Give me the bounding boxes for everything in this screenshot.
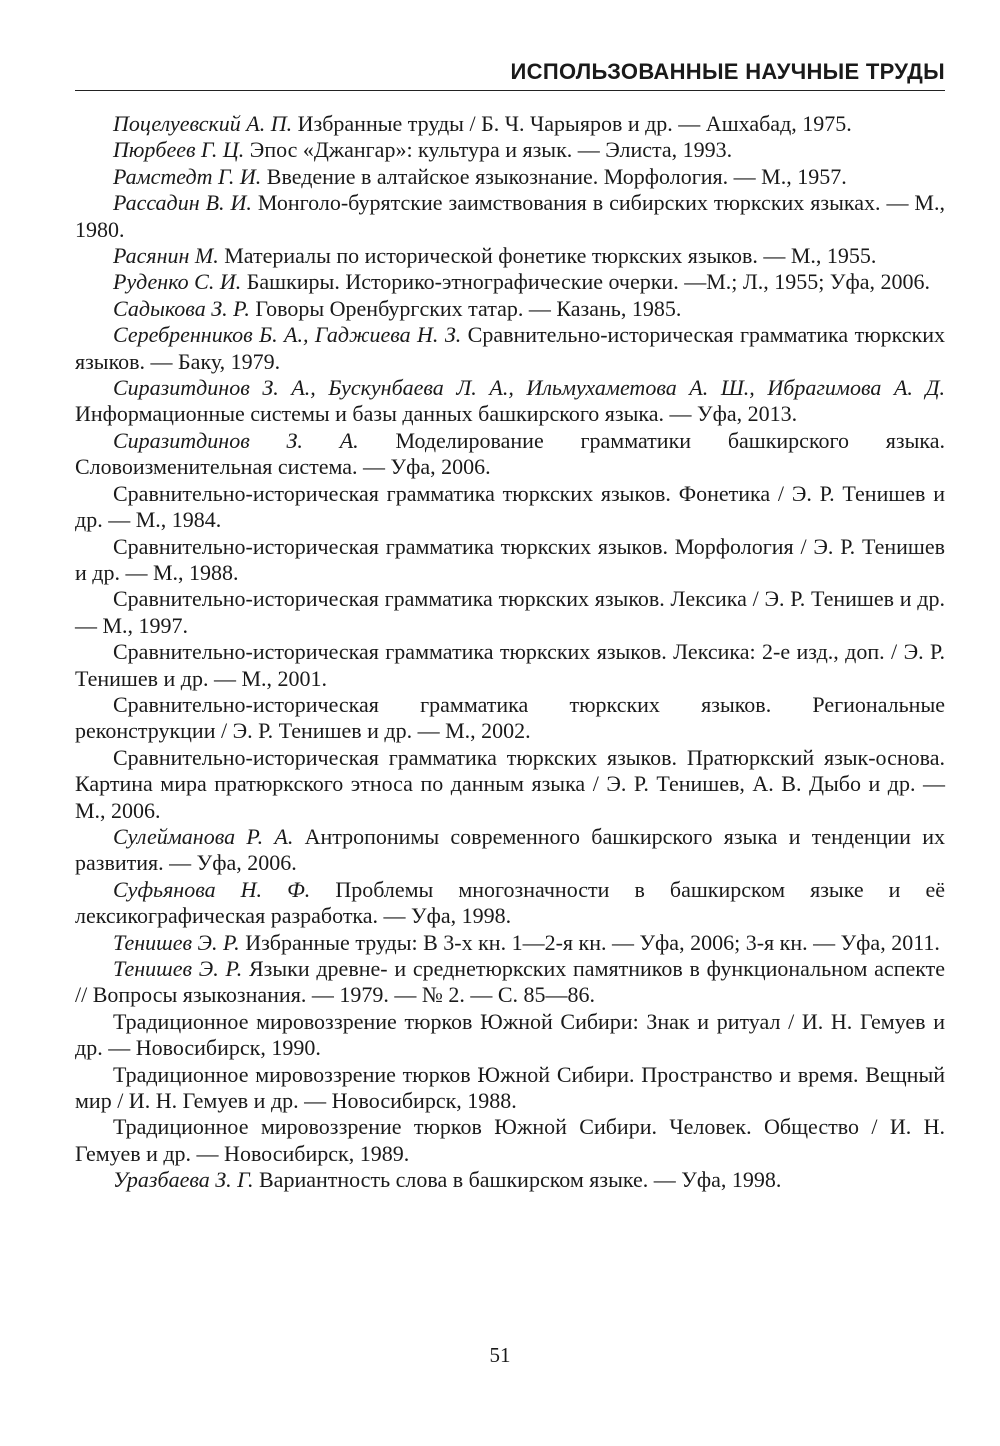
entry-text: Традиционное мировоззрение тюрков Южной Сибири. Пространство и время. Вещный мир / И. Н. Гемуев и др. — Новосибирск, 1988.: [75, 1061, 945, 1114]
entry-text: Монголо-бурятские заимствования в сибирских тюркских языках. — М., 1980.: [75, 190, 945, 242]
bibliography-entry: [75, 956, 945, 1009]
bibliography-entry: [75, 243, 945, 269]
entry-author: Рассадин В. И.: [113, 190, 252, 216]
bibliography-entry: [75, 190, 945, 243]
bibliography-entry: [75, 428, 945, 481]
entry-text: Говоры Оренбургских татар. — Казань, 1985.: [249, 295, 682, 321]
entry-text: Моделирование грамматики башкирского языка. Словоизменительная система. — Уфа, 2006.: [75, 427, 945, 480]
entry-text: Языки древне- и среднетюркских памятников в функциональном аспекте // Вопросы языкознания. — 1979. — № 2. — С. 85—86.: [75, 956, 945, 1008]
bibliography-entry: [75, 586, 945, 639]
page-number: 51: [489, 1343, 511, 1367]
entry-text: Сравнительно-историческая грамматика тюркских языков. Фонетика / Э. Р. Тенишев и др. — М., 1984.: [75, 480, 945, 533]
entry-author: Расянин М.: [113, 243, 219, 269]
entry-text: Введение в алтайское языкознание. Морфология. — М., 1957.: [261, 163, 847, 189]
entry-text: Проблемы многозначности в башкирском языке и её лексикографическая разработка. — Уфа, 1998.: [75, 876, 945, 929]
entry-text: Эпос «Джангар»: культура и язык. — Элиста, 1993.: [244, 137, 733, 163]
entry-author: Пюрбеев Г. Ц.: [113, 137, 245, 163]
page: [75, 58, 945, 1194]
entry-author: Тенишев Э. Р.: [113, 929, 240, 955]
bibliography-entry: [75, 375, 945, 428]
entry-text: Вариантность слова в башкирском языке. — Уфа, 1998.: [253, 1167, 782, 1193]
entry-text: Традиционное мировоззрение тюрков Южной Сибири: Знак и ритуал / И. Н. Гемуев и др. — Новосибирск, 1990.: [75, 1008, 945, 1061]
entry-text: Информационные системы и базы данных башкирского языка. — Уфа, 2013.: [75, 401, 798, 427]
bibliography-entry: [75, 1114, 945, 1167]
bibliography-entry: [75, 164, 945, 190]
entry-text: Антропонимы современного башкирского языка и тенденции их развития. — Уфа, 2006.: [75, 823, 945, 876]
bibliography-entry: [75, 296, 945, 322]
entry-author: Суфьянова Н. Ф.: [113, 876, 311, 902]
bibliography-entry: [75, 111, 945, 137]
bibliography-entry: [75, 930, 945, 956]
entry-author: Уразбаева З. Г.: [113, 1167, 254, 1193]
bibliography-entry: [75, 1167, 945, 1193]
bibliography-entry: [75, 692, 945, 745]
bibliography-list: [75, 111, 945, 1194]
entry-author: Руденко С. И.: [113, 269, 242, 295]
entry-author: Тенишев Э. Р.: [113, 956, 243, 981]
entry-author: Сиразитдинов З. А.: [113, 427, 359, 453]
bibliography-entry: [75, 745, 945, 824]
entry-text: Сравнительно-историческая грамматика тюркских языков. Региональные реконструкции / Э. Р. Тенишев и др. — М., 2002.: [75, 691, 945, 744]
entry-text: Башкиры. Историко-этнографические очерки. —М.; Л., 1955; Уфа, 2006.: [241, 269, 931, 295]
entry-author: Сулейманова Р. А.: [113, 823, 294, 849]
bibliography-entry: [75, 1062, 945, 1115]
entry-author: Садыкова З. Р.: [113, 295, 250, 321]
bibliography-entry: [75, 269, 945, 295]
bibliography-entry: [75, 824, 945, 877]
bibliography-entry: [75, 481, 945, 534]
bibliography-entry: [75, 639, 945, 692]
bibliography-entry: [75, 534, 945, 587]
bibliography-entry: [75, 322, 945, 375]
running-header: ИСПОЛЬЗОВАННЫЕ НАУЧНЫЕ ТРУДЫ: [75, 58, 945, 91]
entry-text: Сравнительно-историческая грамматика тюркских языков. Морфология / Э. Р. Тенишев и др. — М., 1988.: [75, 533, 945, 585]
bibliography-entry: [75, 137, 945, 163]
entry-text: Материалы по исторической фонетике тюркских языков. — М., 1955.: [218, 243, 877, 269]
entry-text: Избранные труды: В 3-х кн. 1—2-я кн. — Уфа, 2006; 3-я кн. — Уфа, 2011.: [239, 929, 940, 955]
entry-author: Рамстедт Г. И.: [113, 163, 262, 189]
entry-text: Традиционное мировоззрение тюрков Южной Сибири. Человек. Общество / И. Н. Гемуев и др. — Новосибирск, 1989.: [75, 1114, 945, 1166]
entry-text: Сравнительно-историческая грамматика тюркских языков. Лексика: 2-е изд., доп. / Э. Р. Тенишев и др. — М., 2001.: [75, 639, 945, 691]
entry-author: Поцелуевский А. П.: [113, 111, 293, 136]
entry-text: Избранные труды / Б. Ч. Чарыяров и др. — Ашхабад, 1975.: [292, 111, 852, 136]
entry-author: Серебренников Б. А., Гаджиева Н. З.: [113, 322, 462, 348]
entry-text: Сравнительно-историческая грамматика тюркских языков. Лексика / Э. Р. Тенишев и др. — М., 1997.: [75, 586, 945, 638]
bibliography-entry: [75, 877, 945, 930]
entry-text: Сравнительно-историческая грамматика тюркских языков. Пратюркский язык-основа. Картина мира пратюркского этноса по данным языка / Э. Р. Тенишев, А. В. Дыбо и др. — М., 2006.: [75, 744, 945, 823]
entry-text: Сравнительно-историческая грамматика тюркских языков. — Баку, 1979.: [75, 322, 945, 374]
bibliography-entry: [75, 1009, 945, 1062]
entry-author: Сиразитдинов З. А., Бускунбаева Л. А., Ильмухаметова А. Ш., Ибрагимова А. Д.: [113, 375, 945, 401]
